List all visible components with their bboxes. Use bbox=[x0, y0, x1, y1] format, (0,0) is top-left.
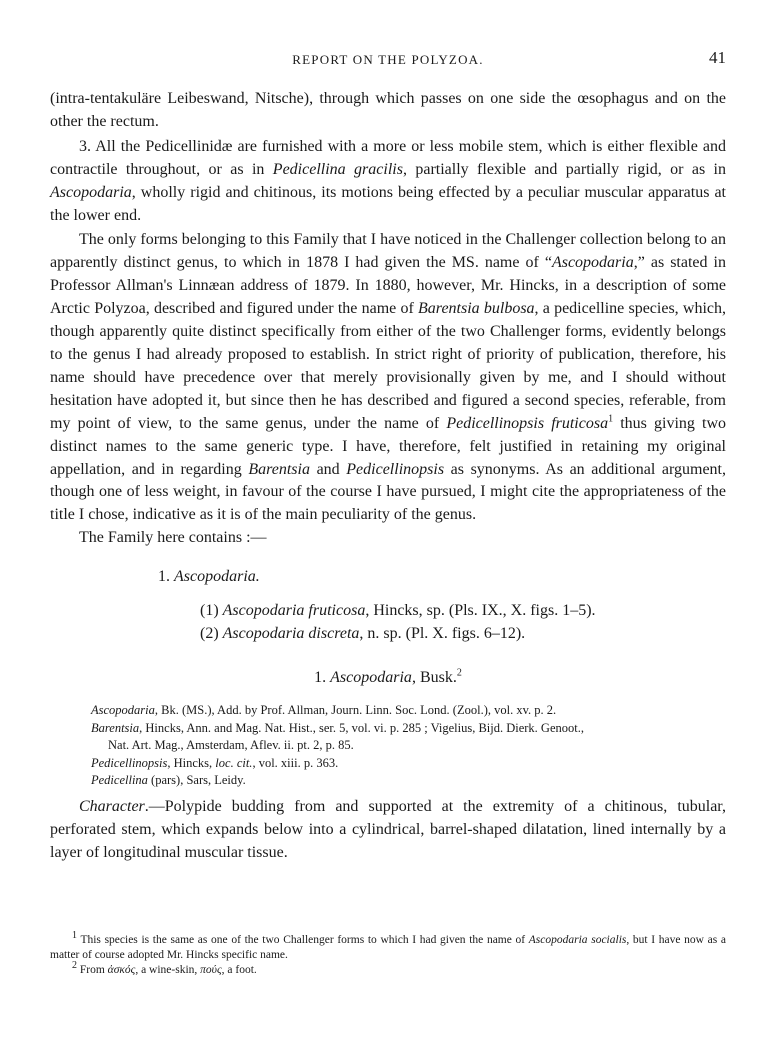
footnote-2 bbox=[50, 960, 726, 978]
page-number: 41 bbox=[709, 48, 726, 67]
species-number: (1) bbox=[200, 602, 223, 620]
species-name: Ascopodaria fruticosa bbox=[222, 602, 366, 620]
subsection-author: , Busk. bbox=[411, 669, 457, 687]
synonym-loc: loc. cit. bbox=[215, 755, 253, 770]
text-run: thus giving two distinct names to the same generic type. I have, therefore, felt justified in retaining my original appellation, and in regarding bbox=[50, 414, 727, 478]
footnote-italic: Ascopodaria socialis bbox=[528, 934, 627, 946]
genus-heading bbox=[158, 566, 726, 589]
running-head bbox=[50, 50, 726, 70]
subsection-number: 1. bbox=[314, 669, 331, 687]
footnote-1 bbox=[50, 930, 726, 963]
text-run: as synonyms. As an additional argument, though one of less weight, in favour of the course I have pursued, I might cite the appropriateness of the title I chose, indicative as it is of the main peculiarity of the genus. bbox=[50, 460, 726, 524]
synonym-name: Barentsia bbox=[91, 720, 140, 735]
paragraph-3 bbox=[50, 229, 726, 527]
subsection-name: Ascopodaria bbox=[330, 669, 412, 687]
footnote-text: , a wine-skin, bbox=[135, 964, 201, 976]
footnote-text: , a foot. bbox=[221, 964, 257, 976]
italic-run: Pedicellinopsis fruticosa bbox=[446, 414, 609, 432]
synonymy-entry bbox=[50, 702, 726, 720]
italic-run: Pedicellinopsis bbox=[346, 460, 445, 478]
italic-run: Barentsia bulbosa bbox=[418, 300, 535, 318]
character-paragraph bbox=[50, 796, 726, 865]
paragraph-1-text: (intra-tentakuläre Leibeswand, Nitsche), through which passes on one side the œsophagus and on the other the rectum. bbox=[50, 90, 726, 130]
synonym-ref: , vol. xiii. p. 363. bbox=[252, 755, 339, 770]
footnotes bbox=[50, 930, 726, 978]
text-run: , wholly rigid and chitinous, its motions being effected by a peculiar muscular apparatus at the lower end. bbox=[50, 183, 726, 224]
footnote-mark: 2 bbox=[72, 960, 77, 972]
species-item bbox=[200, 622, 726, 645]
subsection-heading bbox=[50, 667, 726, 690]
synonym-name: Pedicellinopsis bbox=[91, 755, 168, 770]
genus-number: 1. bbox=[158, 568, 174, 586]
text-run: and bbox=[309, 460, 347, 478]
paragraph-4 bbox=[50, 527, 726, 550]
synonym-name: Pedicellina bbox=[91, 773, 148, 788]
species-number: (2) bbox=[200, 625, 223, 643]
footnote-ref-1: 1 bbox=[608, 413, 614, 425]
synonymy-entry bbox=[50, 720, 726, 738]
body-text bbox=[50, 88, 726, 865]
italic-run: Barentsia bbox=[248, 460, 310, 478]
synonym-ref: , Hincks, Ann. and Mag. Nat. Hist., ser. 5, vol. vi. p. 285 ; Vigelius, Bijd. Dierk. Genoot., bbox=[139, 720, 584, 735]
italic-run: Ascopodaria bbox=[50, 183, 132, 201]
italic-run: Ascopodaria bbox=[551, 254, 634, 272]
species-ref: , Hincks, sp. (Pls. IX., X. figs. 1–5). bbox=[365, 602, 596, 620]
character-text: .—Polypide budding from and supported at the extremity of a chitinous, tubular, perforated stem, which expands below into a cylindrical, barrel-shaped dilatation, lined internally by a layer of longitudinal muscular tissue. bbox=[50, 797, 726, 861]
synonym-ref: , Bk. (MS.), Add. by Prof. Allman, Journ. Linn. Soc. Lond. (Zool.), vol. xv. p. 2. bbox=[154, 702, 557, 717]
footnote-mark: 1 bbox=[72, 930, 77, 942]
greek-word: πούς bbox=[200, 964, 222, 976]
synonymy-continuation: Nat. Art. Mag., Amsterdam, Aflev. ii. pt. 2, p. 85. bbox=[108, 738, 354, 753]
character-label: Character bbox=[79, 797, 145, 815]
text-run: 3. All the Pedicellinidæ are furnished with a more or less mobile stem, which is either flexible and contractile throughout, or as in bbox=[50, 137, 726, 178]
species-ref: , n. sp. (Pl. X. figs. 6–12). bbox=[359, 625, 526, 643]
synonymy-list bbox=[50, 702, 726, 790]
text-run: , partially flexible and partially rigid, or as in bbox=[402, 160, 727, 178]
italic-run: Pedicellina gracilis bbox=[272, 160, 403, 178]
species-item bbox=[200, 599, 726, 622]
text-run: The only forms belonging to this Family that I have noticed in the Challenger collection belong to an apparently distinct genus, to which in 1878 I had given the MS. name of “ bbox=[50, 231, 726, 272]
synonymy-entry bbox=[50, 755, 726, 773]
text-run: The Family here contains :— bbox=[79, 529, 267, 547]
footnote-ref-2: 2 bbox=[456, 667, 462, 679]
genus-name: Ascopodaria. bbox=[174, 568, 260, 586]
text-run: ,” as stated in Professor Allman's Linnæan address of 1879. In 1880, however, Mr. Hincks, in a description of some Arctic Polyzoa, described and figured under the name of bbox=[50, 254, 726, 318]
synonym-name: Ascopodaria bbox=[91, 702, 155, 717]
footnote-text: , but I have now as a matter of course adopted Mr. Hincks specific name. bbox=[50, 934, 726, 961]
species-name: Ascopodaria discreta bbox=[222, 625, 360, 643]
synonymy-entry bbox=[50, 772, 726, 790]
synonym-ref: , Hincks, bbox=[167, 755, 216, 770]
greek-word: ἀσκός bbox=[107, 964, 136, 976]
synonym-ref: (pars), Sars, Leidy. bbox=[147, 773, 246, 788]
footnote-text: This species is the same as one of the two Challenger forms to which I had given the name of bbox=[77, 934, 529, 946]
paragraph-1 bbox=[50, 88, 726, 134]
paragraph-2 bbox=[50, 136, 726, 228]
species-list bbox=[200, 599, 726, 645]
text-run: , a pedicelline species, which, though apparently quite distinct specifically from either of the two Challenger forms, evidently belongs to the genus I had already proposed to establish. In strict right of priority of publication, therefore, his name should have precedence over that merely provisionally given by me, and I should without hesitation have adopted it, but since then he has described and figured a second species, referable, from my point of view, to the same genus, under the name of bbox=[50, 300, 727, 432]
footnote-text: From bbox=[77, 964, 108, 976]
running-title: REPORT ON THE POLYZOA. bbox=[292, 52, 484, 67]
